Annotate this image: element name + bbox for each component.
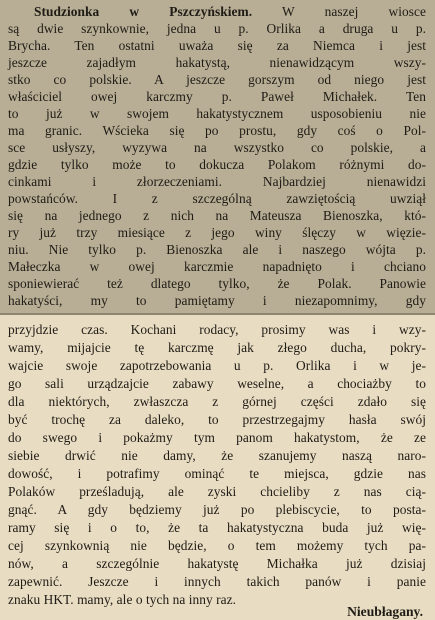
article-line: Brycha. Ten ostatni uważa się za Niemca i jest [8, 38, 426, 53]
article-line: ry już trzy miesiące z jego winy ślęczy w więzie- [8, 225, 426, 240]
article-line: niu. Nie tylko p. Bienoszka ale i naszego wójta p. [8, 242, 426, 257]
article-signature: Nieubłagany. [347, 604, 423, 619]
article-line: sponiewierać też dlatego tylko, że Polak. Panowie [8, 276, 426, 291]
article-heading: Studzionka w Pszczyńskiem. [34, 4, 253, 19]
article-line: właściciel owej karczmy p. Paweł Michałek. Ten [8, 89, 426, 104]
article-line: przyjdzie czas. Kochani rodacy, prosimy was i wzy- [8, 322, 426, 337]
article-line: sce usłyszy, wyzywa na wszystko co polskie, a [8, 140, 426, 155]
article-line: być trochę za daleko, to przestrzegajmy hasła swój [8, 412, 426, 427]
article-line: cej szynkownią nie będzie, o tem możemy tych pa- [8, 538, 426, 553]
article-line: jeszcze zajadłym hakatystą, nienawidzącym wszy- [8, 55, 426, 70]
article-line: się na jednego z nich na Mateusza Bienoszka, któ- [8, 208, 426, 223]
article-line: gnąć. A gdy będziemy już po plebiscycie, to posta- [8, 502, 426, 517]
article-line: nów, a szczególnie hakatystę Michałka już dzisiaj [8, 556, 426, 571]
article-line: gdzie tylko może to dokucza Polakom różnymi do- [8, 157, 426, 172]
article-line: stko co polskie. A jeszcze gorszym od niego jest [8, 72, 426, 87]
article-line: są dwie szynkownie, jedna u p. Orlika a druga u p. [8, 21, 426, 36]
article-line: ramy się i o to, że ta hakatystyczna buda już wię- [8, 520, 426, 535]
article-line-1 [34, 3, 426, 20]
article-line: zapewnić. Jeszcze i innych takich panów i panie [8, 574, 426, 589]
article-line: wamy, mijajcie tę karczmę jak złego ducha, pokry- [8, 340, 426, 355]
article-line: Polaków prześladują, ale zyski chcieliby z nas cią- [8, 484, 426, 499]
article-line: wajcie swoje zapotrzebowania u p. Orlika i w je- [8, 358, 426, 373]
article-line: znaku HKT. mamy, ale o tych na inny raz. [8, 592, 237, 607]
article-line: siebie drwić nie damy, że szanujemy naszą naro- [8, 448, 426, 463]
article-line: dowość, i potrafimy ominąć te miejsca, gdzie nas [8, 466, 426, 481]
article-line: ma granic. Wścieka się po prostu, gdy coś o Pol- [8, 123, 426, 138]
article-line-1-text: W naszej wiosce [282, 4, 426, 19]
article-line: dla niektórych, zwłaszcza z górnej części zdało się [8, 394, 426, 409]
article-line: cinkami i złorzeczeniami. Najbardziej nienawidzi [8, 174, 426, 189]
article-line: do swego i pokażmy tym panom hakatystom, że ze [8, 430, 426, 445]
article-line: to już w swojem hakatystycznem usposobieniu nie [8, 106, 426, 121]
article-line: Małeczka w owej karczmie napadnięto i chciano [8, 259, 426, 274]
article-clipping-bottom [0, 315, 435, 620]
article-line: powstańców. I z szczególną zawziętością uwziął [8, 191, 426, 206]
article-line: hakatyści, my to pamiętamy i niezapomnimy, gdy [8, 293, 426, 308]
article-line: go sali urządzajcie zabawy weselne, a chociażby to [8, 376, 426, 391]
